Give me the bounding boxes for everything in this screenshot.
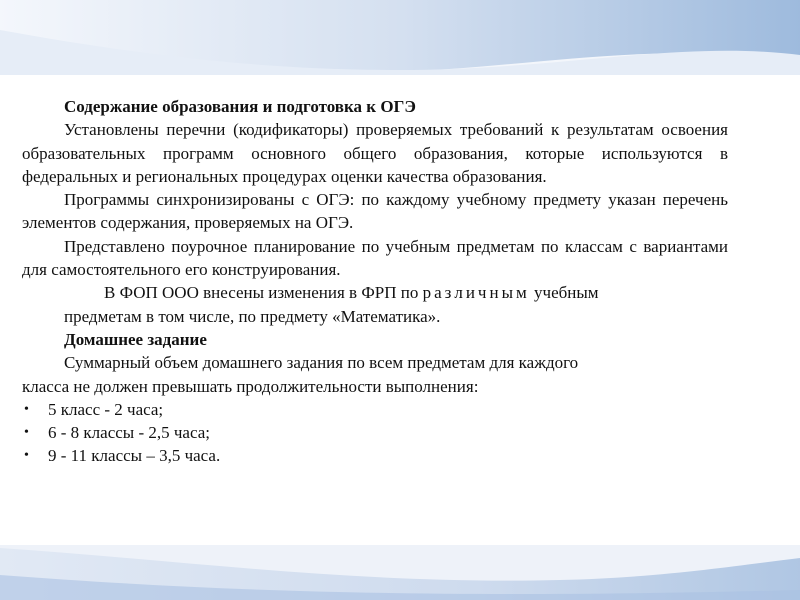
paragraph-codifiers: Установлены перечни (кодификаторы) проверяемых требований к результатам освоения образовательных программ основного общего образования, которые используются в федеральных и региональных процедурах оценки качества образования. [22,120,728,186]
paragraph-lesson-planning: Представлено поурочное планирование по учебным предметам по классам с вариантами для самостоятельного его конструирования. [22,236,728,280]
section-heading: Содержание образования и подготовка к ОГЭ [64,97,416,116]
list-item [22,444,728,467]
homework-line-1: Суммарный объем домашнего задания по всем предметам для каждого [64,353,579,373]
paragraph-oge-sync: Программы синхронизированы с ОГЭ: по каждому учебному предмету указан перечень элементов содержания, проверяемых на ОГЭ. [22,190,728,233]
bullet-icon: • [24,448,29,464]
homework-limits-list [22,398,728,468]
paragraph-fop-changes-line2: предметам в том числе, по предмету «Математика». [64,306,441,326]
fop-text-end: учебным [529,283,599,303]
list-item-text: 5 класс - 2 часа; [48,399,164,419]
paragraph-fop-changes [22,281,752,304]
bullet-icon: • [24,425,29,441]
fop-text-start: В ФОП ООО внесены изменения в ФРП по [104,283,423,303]
list-item-text: 9 - 11 классы – 3,5 часа. [48,446,221,466]
list-item [22,398,728,421]
slide-content [22,95,728,468]
homework-line-2: класса не должен превышать продолжительности выполнения: [22,376,479,396]
list-item-text: 6 - 8 классы - 2,5 часа; [48,423,210,443]
list-item [22,421,728,444]
homework-heading: Домашнее задание [64,329,207,349]
bullet-icon: • [24,401,29,417]
fop-text-spaced: различным [422,283,530,303]
